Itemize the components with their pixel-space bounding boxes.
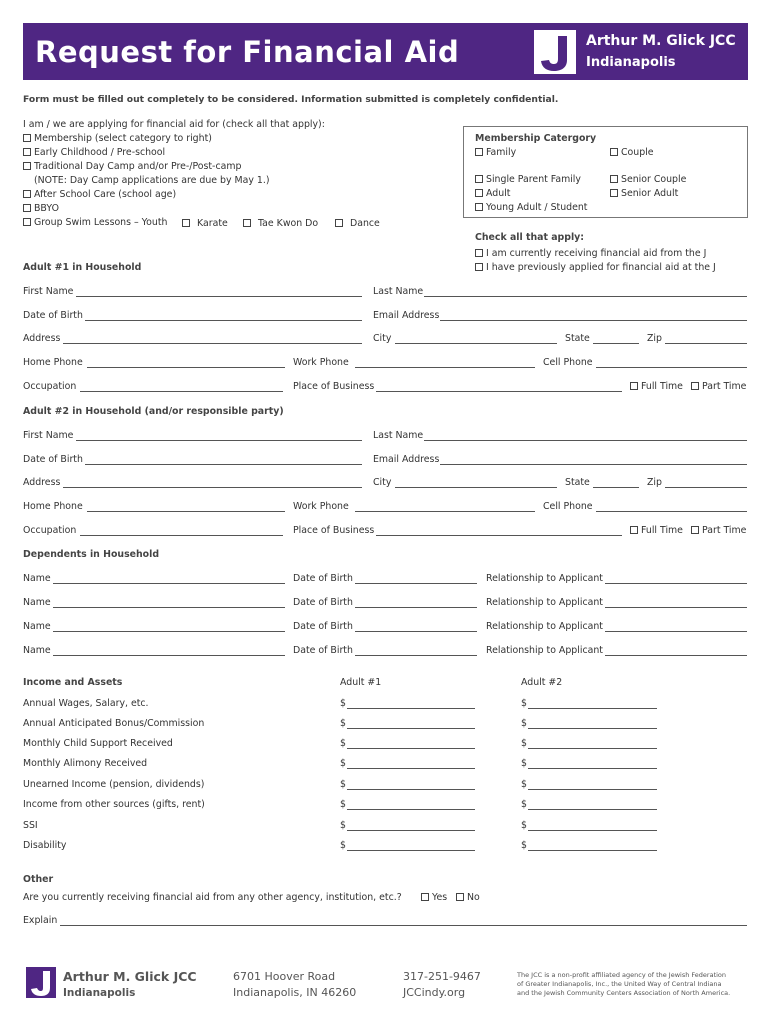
dollar-sign: $	[340, 840, 346, 851]
a1-business-field[interactable]	[376, 382, 622, 392]
a2-zip-label: Zip	[647, 477, 662, 488]
a2-full-time	[630, 525, 683, 536]
footer-org-name: Arthur M. Glick JCC	[63, 969, 197, 984]
explain-field[interactable]	[60, 916, 747, 926]
a2-last-name-label: Last Name	[373, 430, 424, 441]
other-yes-checkbox[interactable]	[421, 893, 429, 901]
senior-couple-checkbox[interactable]	[610, 175, 618, 183]
check-all-title: Check all that apply:	[475, 232, 585, 243]
income-adult1-field[interactable]	[347, 759, 475, 769]
option-label: Traditional Day Camp and/or Pre-/Post-camp	[34, 161, 242, 172]
a1-home-phone-field[interactable]	[87, 358, 285, 368]
membership-couple	[610, 147, 654, 158]
explain-label: Explain	[23, 915, 58, 926]
option-label: Senior Adult	[621, 188, 679, 199]
a1-business-label: Place of Business	[293, 381, 375, 392]
footer-jcc-logo-icon	[26, 967, 56, 998]
a2-work-phone-field[interactable]	[355, 502, 535, 512]
check-receiving	[475, 248, 706, 259]
income-adult1-field[interactable]	[347, 841, 475, 851]
a1-part-time-checkbox[interactable]	[691, 382, 699, 390]
income-row-label: Disability	[23, 840, 67, 851]
option-label: Karate	[197, 218, 228, 229]
option-dance	[335, 218, 380, 229]
footer-website[interactable]: JCCindy.org	[403, 986, 466, 999]
option-label: Early Childhood / Pre-school	[34, 147, 166, 158]
income-adult2-field[interactable]	[528, 739, 657, 749]
a1-zip-field[interactable]	[665, 334, 747, 344]
other-title: Other	[23, 874, 54, 885]
option-label: I have previously applied for financial aid at the J	[486, 262, 716, 273]
a2-part-time-checkbox[interactable]	[691, 526, 699, 534]
membership-senior-adult	[610, 188, 678, 199]
a2-home-phone-field[interactable]	[87, 502, 285, 512]
dep-dob-field[interactable]	[355, 598, 477, 608]
dance-checkbox[interactable]	[335, 219, 343, 227]
dep-name-field[interactable]	[53, 622, 285, 632]
a2-part-time	[691, 525, 746, 536]
income-row-label: Annual Wages, Salary, etc.	[23, 698, 149, 709]
early-childhood-checkbox[interactable]	[23, 148, 31, 156]
option-label: Tae Kwon Do	[258, 218, 319, 229]
dep-name-label: Name	[23, 645, 51, 656]
income-adult1-field[interactable]	[347, 699, 475, 709]
other-question: Are you currently receiving financial aid from any other agency, institution, etc.?	[23, 892, 402, 903]
a1-address-label: Address	[23, 333, 61, 344]
income-row-label: Income from other sources (gifts, rent)	[23, 799, 205, 810]
a1-email-field[interactable]	[440, 311, 747, 321]
dep-dob-field[interactable]	[355, 646, 477, 656]
option-label: No	[467, 892, 480, 903]
dollar-sign: $	[521, 698, 527, 709]
a2-dob-label: Date of Birth	[23, 454, 83, 465]
dollar-sign: $	[340, 779, 346, 790]
a1-dob-field[interactable]	[85, 311, 362, 321]
applying-intro: I am / we are applying for financial aid for (check all that apply):	[23, 119, 325, 130]
income-adult1-field[interactable]	[347, 719, 475, 729]
a2-state-field[interactable]	[593, 478, 639, 488]
dollar-sign: $	[340, 758, 346, 769]
dep-relationship-field[interactable]	[605, 646, 747, 656]
membership-single-parent	[475, 174, 581, 185]
a1-last-name-field[interactable]	[424, 287, 747, 297]
option-label: Adult	[486, 188, 511, 199]
footer-phone: 317-251-9467	[403, 970, 481, 983]
a1-last-name-label: Last Name	[373, 286, 424, 297]
check-previously	[475, 262, 716, 273]
income-adult2-field[interactable]	[528, 699, 657, 709]
income-adult1-field[interactable]	[347, 780, 475, 790]
income-col-adult1: Adult #1	[340, 677, 382, 688]
footer-org-city: Indianapolis	[63, 987, 136, 999]
membership-family	[475, 147, 516, 158]
bbyo-checkbox[interactable]	[23, 204, 31, 212]
dep-name-label: Name	[23, 573, 51, 584]
a2-zip-field[interactable]	[665, 478, 747, 488]
a1-full-time	[630, 381, 683, 392]
a2-city-field[interactable]	[395, 478, 557, 488]
a1-cell-phone-field[interactable]	[596, 358, 747, 368]
income-adult2-field[interactable]	[528, 759, 657, 769]
option-bbyo	[23, 203, 59, 214]
option-label: Yes	[432, 892, 448, 903]
income-row-label: Monthly Alimony Received	[23, 758, 148, 769]
dollar-sign: $	[521, 738, 527, 749]
dep-dob-label: Date of Birth	[293, 597, 353, 608]
a2-address-field[interactable]	[63, 478, 362, 488]
dollar-sign: $	[340, 738, 346, 749]
option-label: Full Time	[641, 525, 683, 536]
adult-checkbox[interactable]	[475, 189, 483, 197]
after-school-checkbox[interactable]	[23, 190, 31, 198]
income-adult1-field[interactable]	[347, 739, 475, 749]
option-label: Membership (select category to right)	[34, 133, 212, 144]
income-adult2-field[interactable]	[528, 780, 657, 790]
a1-city-label: City	[373, 333, 392, 344]
dollar-sign: $	[521, 799, 527, 810]
day-camp-note: (NOTE: Day Camp applications are due by May 1.)	[34, 175, 270, 186]
a2-work-phone-label: Work Phone	[293, 501, 349, 512]
option-label: Dance	[350, 218, 380, 229]
income-row-label: Annual Anticipated Bonus/Commission	[23, 718, 205, 729]
a1-zip-label: Zip	[647, 333, 662, 344]
a1-dob-label: Date of Birth	[23, 310, 83, 321]
dep-relationship-label: Relationship to Applicant	[486, 573, 603, 584]
couple-checkbox[interactable]	[610, 148, 618, 156]
swim-checkbox[interactable]	[23, 218, 31, 226]
a1-cell-phone-label: Cell Phone	[543, 357, 593, 368]
option-label: After School Care (school age)	[34, 189, 177, 200]
dep-name-field[interactable]	[53, 598, 285, 608]
a2-email-label: Email Address	[373, 454, 440, 465]
dollar-sign: $	[340, 799, 346, 810]
a2-cell-phone-label: Cell Phone	[543, 501, 593, 512]
page-title: Request for Financial Aid	[35, 35, 460, 69]
option-swim	[23, 217, 167, 228]
a2-home-phone-label: Home Phone	[23, 501, 83, 512]
option-label: Part Time	[702, 525, 747, 536]
option-membership	[23, 133, 212, 144]
taekwondo-checkbox[interactable]	[243, 219, 251, 227]
family-checkbox[interactable]	[475, 148, 483, 156]
a2-full-time-checkbox[interactable]	[630, 526, 638, 534]
a1-occupation-field[interactable]	[80, 382, 283, 392]
footer-disclaimer-line3: and the Jewish Community Centers Association of North America.	[517, 989, 731, 997]
a2-business-label: Place of Business	[293, 525, 375, 536]
single-parent-checkbox[interactable]	[475, 175, 483, 183]
a1-state-label: State	[565, 333, 590, 344]
a1-first-name-label: First Name	[23, 286, 74, 297]
footer-disclaimer-line1: The JCC is a non-profit affiliated agency of the Jewish Federation	[517, 971, 727, 979]
membership-young-adult	[475, 202, 587, 213]
footer-disclaimer-line2: of Greater Indianapolis, Inc., the United Way of Central Indiana	[517, 980, 722, 988]
header-banner	[23, 23, 748, 80]
option-label: Full Time	[641, 381, 683, 392]
option-label: Couple	[621, 147, 654, 158]
a1-occupation-label: Occupation	[23, 381, 77, 392]
dollar-sign: $	[521, 779, 527, 790]
a1-home-phone-label: Home Phone	[23, 357, 83, 368]
option-label: Family	[486, 147, 517, 158]
membership-box-title: Membership Catergory	[475, 133, 597, 144]
membership-adult	[475, 188, 510, 199]
receiving-aid-checkbox[interactable]	[475, 249, 483, 257]
jcc-logo-icon	[534, 30, 576, 74]
income-adult1-field[interactable]	[347, 821, 475, 831]
option-day-camp	[23, 161, 241, 172]
a1-full-time-checkbox[interactable]	[630, 382, 638, 390]
a2-first-name-label: First Name	[23, 430, 74, 441]
dollar-sign: $	[521, 718, 527, 729]
footer-address-line1: 6701 Hoover Road	[233, 970, 336, 983]
income-title: Income and Assets	[23, 677, 123, 688]
dollar-sign: $	[521, 758, 527, 769]
income-adult2-field[interactable]	[528, 800, 657, 810]
dep-name-field[interactable]	[53, 646, 285, 656]
a2-last-name-field[interactable]	[424, 431, 747, 441]
income-row-label: Unearned Income (pension, dividends)	[23, 779, 205, 790]
a2-business-field[interactable]	[376, 526, 622, 536]
footer-address-line2: Indianapolis, IN 46260	[233, 986, 357, 999]
dep-dob-field[interactable]	[355, 622, 477, 632]
dep-relationship-field[interactable]	[605, 574, 747, 584]
a1-part-time	[691, 381, 746, 392]
option-label: Senior Couple	[621, 174, 687, 185]
dep-name-label: Name	[23, 621, 51, 632]
dep-relationship-label: Relationship to Applicant	[486, 597, 603, 608]
dollar-sign: $	[340, 718, 346, 729]
dollar-sign: $	[340, 820, 346, 831]
a2-dob-field[interactable]	[85, 455, 362, 465]
option-label: I am currently receiving financial aid from the J	[486, 248, 707, 259]
a1-state-field[interactable]	[593, 334, 639, 344]
a1-work-phone-label: Work Phone	[293, 357, 349, 368]
option-label: Single Parent Family	[486, 174, 581, 185]
option-taekwondo	[243, 218, 318, 229]
income-row-label: Monthly Child Support Received	[23, 738, 173, 749]
adult1-title: Adult #1 in Household	[23, 262, 142, 273]
header-org-city: Indianapolis	[586, 55, 676, 70]
a2-cell-phone-field[interactable]	[596, 502, 747, 512]
dep-dob-label: Date of Birth	[293, 573, 353, 584]
a2-city-label: City	[373, 477, 392, 488]
income-adult2-field[interactable]	[528, 841, 657, 851]
income-adult2-field[interactable]	[528, 719, 657, 729]
dependents-title: Dependents in Household	[23, 549, 160, 560]
a2-state-label: State	[565, 477, 590, 488]
a2-occupation-field[interactable]	[80, 526, 283, 536]
dep-dob-field[interactable]	[355, 574, 477, 584]
membership-checkbox[interactable]	[23, 134, 31, 142]
a1-email-label: Email Address	[373, 310, 440, 321]
adult2-title: Adult #2 in Household (and/or responsible party)	[23, 406, 284, 417]
a2-first-name-field[interactable]	[76, 431, 362, 441]
option-label: BBYO	[34, 203, 59, 214]
a2-occupation-label: Occupation	[23, 525, 77, 536]
day-camp-checkbox[interactable]	[23, 162, 31, 170]
dep-relationship-field[interactable]	[605, 598, 747, 608]
header-org-name: Arthur M. Glick JCC	[586, 33, 736, 49]
income-col-adult2: Adult #2	[521, 677, 563, 688]
other-no-checkbox[interactable]	[456, 893, 464, 901]
option-early-childhood	[23, 147, 165, 158]
dep-relationship-label: Relationship to Applicant	[486, 621, 603, 632]
dep-dob-label: Date of Birth	[293, 621, 353, 632]
membership-senior-couple	[610, 174, 686, 185]
other-no	[456, 892, 480, 903]
option-label: Young Adult / Student	[486, 202, 588, 213]
a2-email-field[interactable]	[440, 455, 747, 465]
dep-name-label: Name	[23, 597, 51, 608]
other-yes	[421, 892, 447, 903]
dollar-sign: $	[340, 698, 346, 709]
option-after-school	[23, 189, 176, 200]
dollar-sign: $	[521, 840, 527, 851]
a1-work-phone-field[interactable]	[355, 358, 535, 368]
young-adult-checkbox[interactable]	[475, 203, 483, 211]
option-label: Part Time	[702, 381, 747, 392]
dep-relationship-label: Relationship to Applicant	[486, 645, 603, 656]
dep-dob-label: Date of Birth	[293, 645, 353, 656]
option-karate	[182, 218, 228, 229]
notice-text: Form must be filled out completely to be considered. Information submitted is completely confidential.	[23, 94, 559, 105]
dep-relationship-field[interactable]	[605, 622, 747, 632]
a2-address-label: Address	[23, 477, 61, 488]
karate-checkbox[interactable]	[182, 219, 190, 227]
a1-first-name-field[interactable]	[76, 287, 362, 297]
senior-adult-checkbox[interactable]	[610, 189, 618, 197]
income-adult1-field[interactable]	[347, 800, 475, 810]
dollar-sign: $	[521, 820, 527, 831]
income-row-label: SSI	[23, 820, 38, 831]
option-label: Group Swim Lessons – Youth	[34, 217, 168, 228]
dep-name-field[interactable]	[53, 574, 285, 584]
previously-applied-checkbox[interactable]	[475, 263, 483, 271]
a1-address-field[interactable]	[63, 334, 362, 344]
a1-city-field[interactable]	[395, 334, 557, 344]
income-adult2-field[interactable]	[528, 821, 657, 831]
